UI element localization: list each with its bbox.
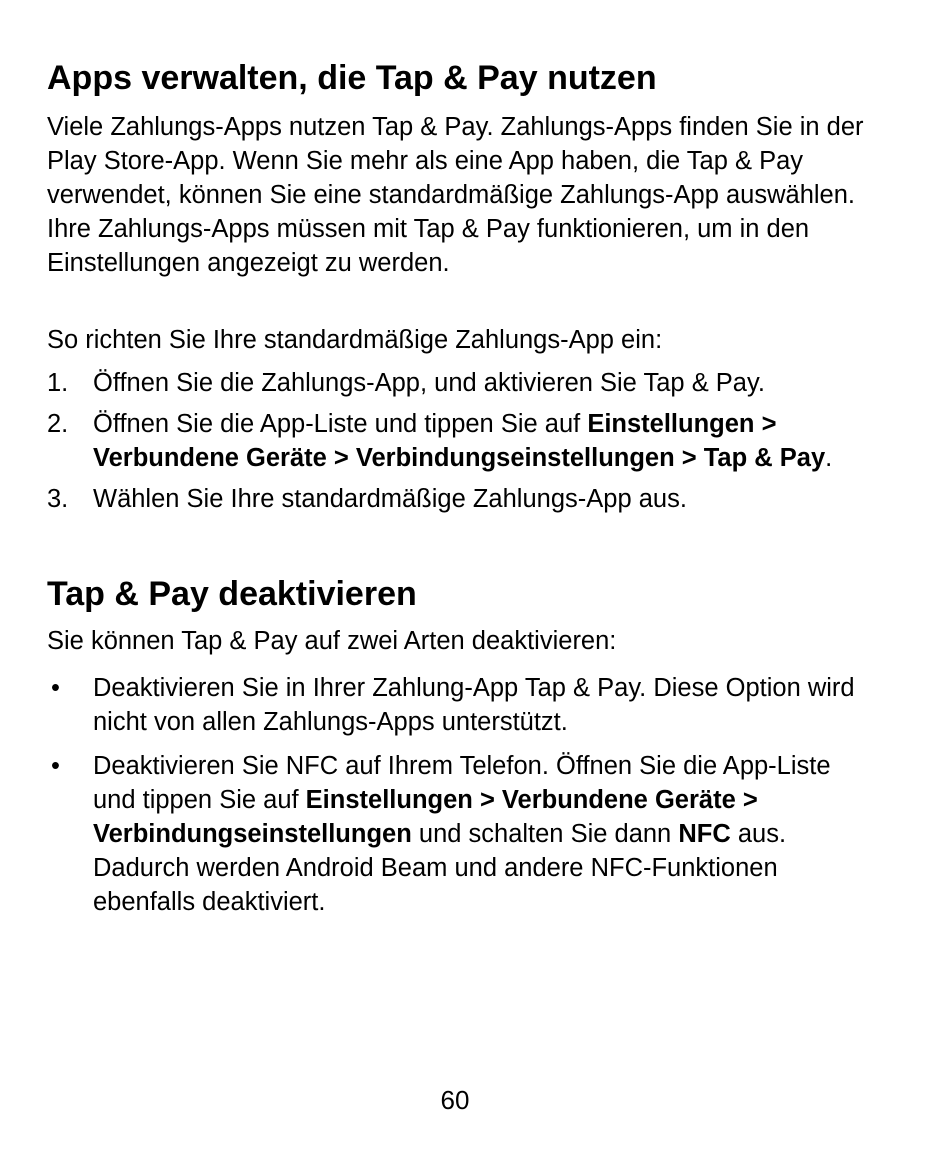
deactivate-intro: Sie können Tap & Pay auf zwei Arten deaktivieren: [47, 627, 617, 655]
step-text-end: . [825, 444, 833, 472]
step-number: 1. [47, 369, 69, 397]
bullet-icon: • [51, 752, 60, 780]
bullet-icon: • [51, 674, 60, 702]
step-text: Wählen Sie Ihre standardmäßige Zahlungs-App aus. [93, 485, 687, 513]
page-number: 60 [440, 1085, 470, 1115]
bullet-list [47, 671, 877, 929]
nfc-label: NFC [678, 820, 731, 848]
step-text: Öffnen Sie die App-Liste und tippen Sie auf [93, 410, 588, 438]
step-item [47, 366, 877, 400]
bullet-item [47, 671, 877, 739]
step-item [47, 407, 877, 475]
step-item [47, 482, 877, 516]
step-number: 2. [47, 410, 69, 438]
howto-paragraph: So richten Sie Ihre standardmäßige Zahlungs-App ein: [47, 326, 663, 354]
bullet-text-mid: und schalten Sie dann [411, 820, 679, 848]
bullet-text-end: aus. Dadurch werden Android Beam und andere NFC-Funktionen ebenfalls deaktiviert. [93, 820, 787, 916]
steps-list [47, 366, 877, 523]
section-heading-deactivate: Tap & Pay deaktivieren [47, 575, 417, 613]
section-heading-apps: Apps verwalten, die Tap & Pay nutzen [47, 59, 657, 97]
bullet-item [47, 749, 877, 919]
bullet-text: Deaktivieren Sie in Ihrer Zahlung-App Tap & Pay. Diese Option wird nicht von allen Zahlungs-Apps unterstützt. [93, 674, 855, 736]
step-text: Öffnen Sie die Zahlungs-App, und aktivieren Sie Tap & Pay. [93, 369, 765, 397]
settings-path: Einstellungen > Verbundene Geräte > Verbindungseinstellungen > Tap & Pay [93, 410, 826, 472]
settings-path: Einstellungen > Verbundene Geräte > Verbindungseinstellungen [93, 786, 758, 848]
bullet-text: Deaktivieren Sie NFC auf Ihrem Telefon. Öffnen Sie die App-Liste und tippen Sie auf [93, 752, 831, 814]
step-number: 3. [47, 485, 69, 513]
intro-paragraph: Viele Zahlungs-Apps nutzen Tap & Pay. Zahlungs-Apps finden Sie in der Play Store-App. Wenn Sie mehr als eine App haben, die Tap & Pay verwendet, können Sie eine standardmäßige Zahlungs-App auswählen. Ihre Zahlungs-Apps müssen mit Tap & Pay funktionieren, um in den Einstellungen angezeigt zu werden. [47, 113, 864, 277]
